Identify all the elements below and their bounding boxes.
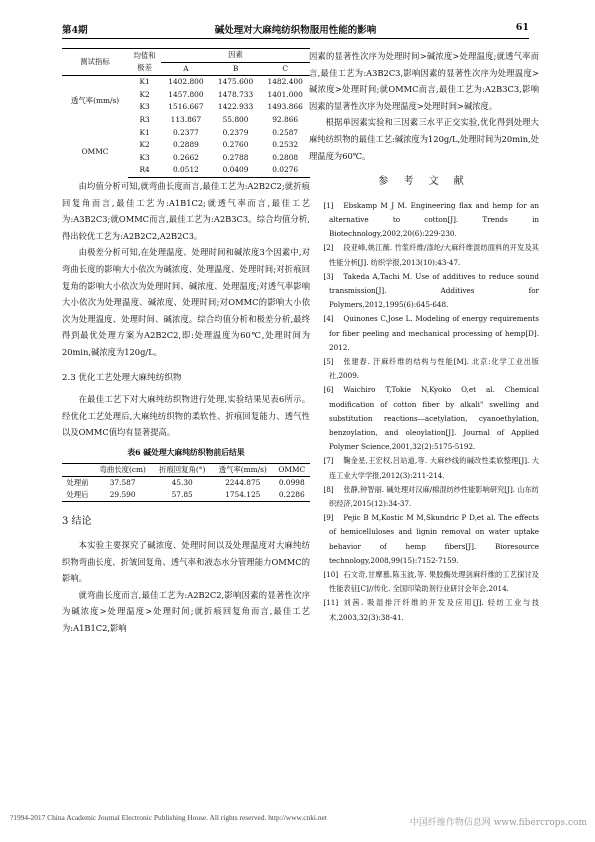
table5 bbox=[62, 48, 310, 178]
table-cell: 45.30 bbox=[152, 477, 211, 490]
table-cell: R4 bbox=[128, 164, 161, 177]
ref-number: [5] bbox=[323, 356, 334, 366]
table-cell: 2244.875 bbox=[212, 477, 274, 490]
issue-label: 第4期 bbox=[62, 25, 88, 36]
left-column bbox=[62, 48, 310, 637]
table-header: 弯曲长度(cm) bbox=[93, 464, 153, 477]
ref-number: [9] bbox=[323, 513, 334, 523]
ref-text: 刘茜. 吸湿排汗纤维的开发及应用[J]. 轻纺工业与技术,2003,32(3):38-41. bbox=[329, 598, 539, 622]
ref-number: [6] bbox=[323, 385, 334, 395]
table-cell: 0.2788 bbox=[222, 152, 249, 162]
ref-text: Quinones C,Jose L. Modeling of energy requirements for fiber peeling and mechanical processing of hemp[D]. 2012. bbox=[329, 314, 539, 352]
ref-text: Pejic B M,Kostic M M,Skundric P D,et al. The effects of hemicelluloses and lignin removal on water uptake behavior of hemp fibers[J]. Bioresource technology,2008,99(15):7152-7159. bbox=[329, 513, 539, 565]
t5-group1-label: 透气率(mm/s) bbox=[62, 76, 128, 127]
table6 bbox=[62, 463, 310, 502]
table-cell: 57.85 bbox=[152, 489, 211, 502]
t5-col-c: C bbox=[260, 62, 310, 76]
section-heading: 2.3 优化工艺处理大麻纯纺织物 bbox=[62, 373, 182, 384]
ref-text: 石文奇,甘摩慕,陈玉波,等. 果胶酶处理剑麻纤维的工艺探讨及性能表征[C]//传化. 全国印染助剂行业研讨会年会,2014. bbox=[329, 570, 539, 594]
table-cell: K3 bbox=[139, 102, 150, 112]
paragraph: 根据单因素实验和三因素三水平正交实验,优化得到处理大麻纯纺织物的最佳工艺:碱浓度为120g/L,处理时间为20min,处理温度为60℃。 bbox=[309, 117, 539, 161]
table-cell: 0.2662 bbox=[172, 152, 199, 162]
ref-text: 张静,钟智丽. 碱处理对汉麻/棉混纺纱性能影响研究[J]. 山东纺织经济,2015(12):34-37. bbox=[329, 484, 539, 509]
table-cell: 0.2889 bbox=[172, 140, 199, 150]
table-cell: 1401.000 bbox=[267, 89, 303, 99]
ref-number: [8] bbox=[323, 484, 334, 494]
paragraph: 本实验主要探究了碱浓度、处理时间以及处理温度对大麻纯纺织物弯曲长度、折皱回复角、透气率和液态水分管理能力OMMC的影响。 bbox=[62, 540, 310, 584]
table-cell: 0.2379 bbox=[222, 127, 249, 137]
table-cell: 处理后 bbox=[62, 489, 93, 502]
table-cell: 92.866 bbox=[272, 114, 299, 124]
table-cell: K2 bbox=[139, 89, 150, 99]
table-cell: K2 bbox=[139, 140, 150, 150]
right-column bbox=[309, 48, 539, 625]
table-cell: 29.590 bbox=[93, 489, 153, 502]
section-heading: 3 结论 bbox=[62, 516, 92, 528]
reference-item bbox=[309, 596, 539, 624]
ref-text: 段亚峰,姚江薇. 竹浆纤维/涤纶/大麻纤维混纺面料的开发及其性能分析[J]. 纺织学报,2013(10):43-47. bbox=[329, 243, 539, 267]
table-cell: 55.800 bbox=[222, 114, 249, 124]
reference-item bbox=[309, 454, 539, 482]
table-cell: K1 bbox=[139, 127, 150, 137]
table-cell: 37.587 bbox=[93, 477, 153, 490]
ref-number: [7] bbox=[323, 456, 334, 466]
reference-item bbox=[309, 270, 539, 313]
reference-item bbox=[309, 312, 539, 355]
table-cell: 0.2286 bbox=[274, 489, 310, 502]
table-header: 折痕回复角(°) bbox=[152, 464, 211, 477]
table-cell: 1493.866 bbox=[267, 102, 303, 112]
table-cell: 0.2587 bbox=[272, 127, 299, 137]
table-cell: 1475.600 bbox=[211, 76, 261, 89]
table-cell: 1422.933 bbox=[217, 102, 254, 112]
table-header: OMMC bbox=[274, 464, 310, 477]
running-title: 碱处理对大麻纯纺织物服用性能的影响 bbox=[214, 25, 377, 36]
t5-col-factor: 因素 bbox=[161, 49, 310, 63]
ref-text: 张建春. 汗麻纤维的结构与性能[M]. 北京:化学工业出版社,2009. bbox=[329, 356, 539, 381]
page-number: 61 bbox=[515, 22, 529, 33]
reference-item bbox=[309, 241, 539, 269]
table-cell: 0.0512 bbox=[161, 164, 211, 177]
reference-item bbox=[309, 511, 539, 568]
ref-text: Waichiro T,Tokie N,Kyoko O,et al. Chemical modification of cotton fiber by alkali" swelling and substitution reactions—acetylation, cyanoethylation, benzoylation, and oleoylation[J]. Journal of Applied Polymer Science,2001,32(2):5175-5192. bbox=[329, 385, 539, 452]
paragraph: 因素的显著性次序为处理时间>碱浓度>处理温度;就透气率而言,最佳工艺为:A3B2C3,影响因素的显著性次序为处理温度>碱浓度>处理时间;就OMMC而言,最佳工艺为:A2B3C3,影响因素的显著性次序为处理温度>处理时间>碱浓度。 bbox=[309, 51, 539, 111]
table-cell: K3 bbox=[139, 152, 150, 162]
t5-col-a: A bbox=[161, 62, 211, 76]
reference-list bbox=[309, 199, 539, 625]
references-title: 参 考 文 献 bbox=[378, 176, 470, 188]
table-cell: 1516.667 bbox=[168, 102, 204, 112]
reference-item bbox=[309, 355, 539, 383]
table-cell: 1478.733 bbox=[217, 89, 254, 99]
table-cell: K1 bbox=[128, 76, 161, 89]
table-cell: 处理前 bbox=[62, 477, 93, 490]
paragraph: 在最佳工艺下对大麻纯纺织物进行处理,实验结果见表6所示。经优化工艺处理后,大麻纯纺织物的柔软性、折痕回复能力、透气性以及OMMC值均有显著提高。 bbox=[62, 394, 310, 438]
running-header bbox=[62, 22, 529, 36]
paragraph: 就弯曲长度而言,最佳工艺为:A2B2C2,影响因素的显著性次序为碱浓度>处理温度>处理时间;就折痕回复角而言,最佳工艺为:A1B1C2,影响 bbox=[62, 589, 310, 633]
t5-col-index: 测试指标 bbox=[62, 49, 128, 76]
table6-caption: 表6 碱处理大麻纯纺织物前后结果 bbox=[127, 447, 245, 457]
header-rule bbox=[62, 38, 529, 39]
reference-item bbox=[309, 383, 539, 454]
table-cell: 113.867 bbox=[170, 114, 202, 124]
table-cell: 1754.125 bbox=[212, 489, 274, 502]
paragraph: 由均值分析可知,就弯曲长度而言,最佳工艺为:A2B2C2;就折痕回复角而言,最佳工艺为:A1B1C2;就透气率而言,最佳工艺为:A3B2C3;就OMMC而言,最佳工艺为:A2B3C3。综合均值分析,得出较优工艺为:A2B2C2,A2B2C3。 bbox=[62, 180, 310, 241]
ref-text: Ebskamp M J M. Engineering flax and hemp for an alternative to cotton[J]. Trends in Biotechnology,2002,20(6):229-230. bbox=[329, 200, 539, 239]
ref-number: [11] bbox=[323, 598, 339, 608]
ref-number: [2] bbox=[323, 243, 334, 253]
table-cell: 1457.800 bbox=[168, 89, 204, 99]
table-cell: R3 bbox=[139, 114, 150, 124]
table-header: 透气率(mm/s) bbox=[212, 464, 274, 477]
t5-col-b: B bbox=[211, 62, 261, 76]
table-cell: 0.2760 bbox=[222, 140, 249, 150]
table-cell: 0.0998 bbox=[274, 477, 310, 490]
ref-text: Takeda A,Tachi M. Use of additives to reduce sound transmission[J]. Additives for Polymers,2012,1995(6):645-648. bbox=[329, 271, 539, 310]
table-cell: 0.0409 bbox=[211, 164, 261, 177]
ref-number: [3] bbox=[323, 271, 334, 281]
ref-number: [4] bbox=[323, 314, 334, 324]
reference-item bbox=[309, 568, 539, 596]
watermark: 中国纤维作物信息网 www.fibercrops.com bbox=[409, 818, 587, 828]
reference-item bbox=[309, 199, 539, 242]
paragraph: 由极差分析可知,在处理温度、处理时间和碱浓度3个因素中,对弯曲长度的影响大小依次为碱浓度、处理温度、处理时间;对折痕回复角的影响大小依次为处理时间、碱浓度、处理温度;对透气率影响大小依次为处理温度、碱浓度、处理时间;对OMMC的影响大小依次为处理温度、处理时间、碱浓度。综合均值分析和极差分析,最终得到最优处理方案为A2B2C2,即:处理温度为60℃,处理时间为20min,碱浓度为120g/L。 bbox=[62, 247, 310, 357]
table-cell: 0.2377 bbox=[172, 127, 199, 137]
copyright-footer: ?1994-2017 China Academic Journal Electronic Publishing House. All rights reserved. http://www.cnki.net bbox=[10, 813, 327, 822]
ref-text: 鞠金星,王宏权,吕站道,等. 大麻纱线的碱改性柔软整理[J]. 大连工业大学学报,2012(3):211-214. bbox=[329, 456, 539, 480]
t5-group2-label: OMMC bbox=[81, 146, 109, 156]
table-header bbox=[62, 464, 93, 477]
table-cell: 0.0276 bbox=[260, 164, 310, 177]
table-cell: 1482.400 bbox=[260, 76, 310, 89]
t5-col-mean: 均值和 极差 bbox=[128, 49, 161, 76]
table-cell: 0.2808 bbox=[272, 152, 299, 162]
table-cell: 0.2532 bbox=[272, 140, 299, 150]
table-cell: 1402.800 bbox=[161, 76, 211, 89]
reference-item bbox=[309, 483, 539, 511]
ref-number: [1] bbox=[323, 200, 334, 210]
ref-number: [10] bbox=[323, 570, 339, 580]
